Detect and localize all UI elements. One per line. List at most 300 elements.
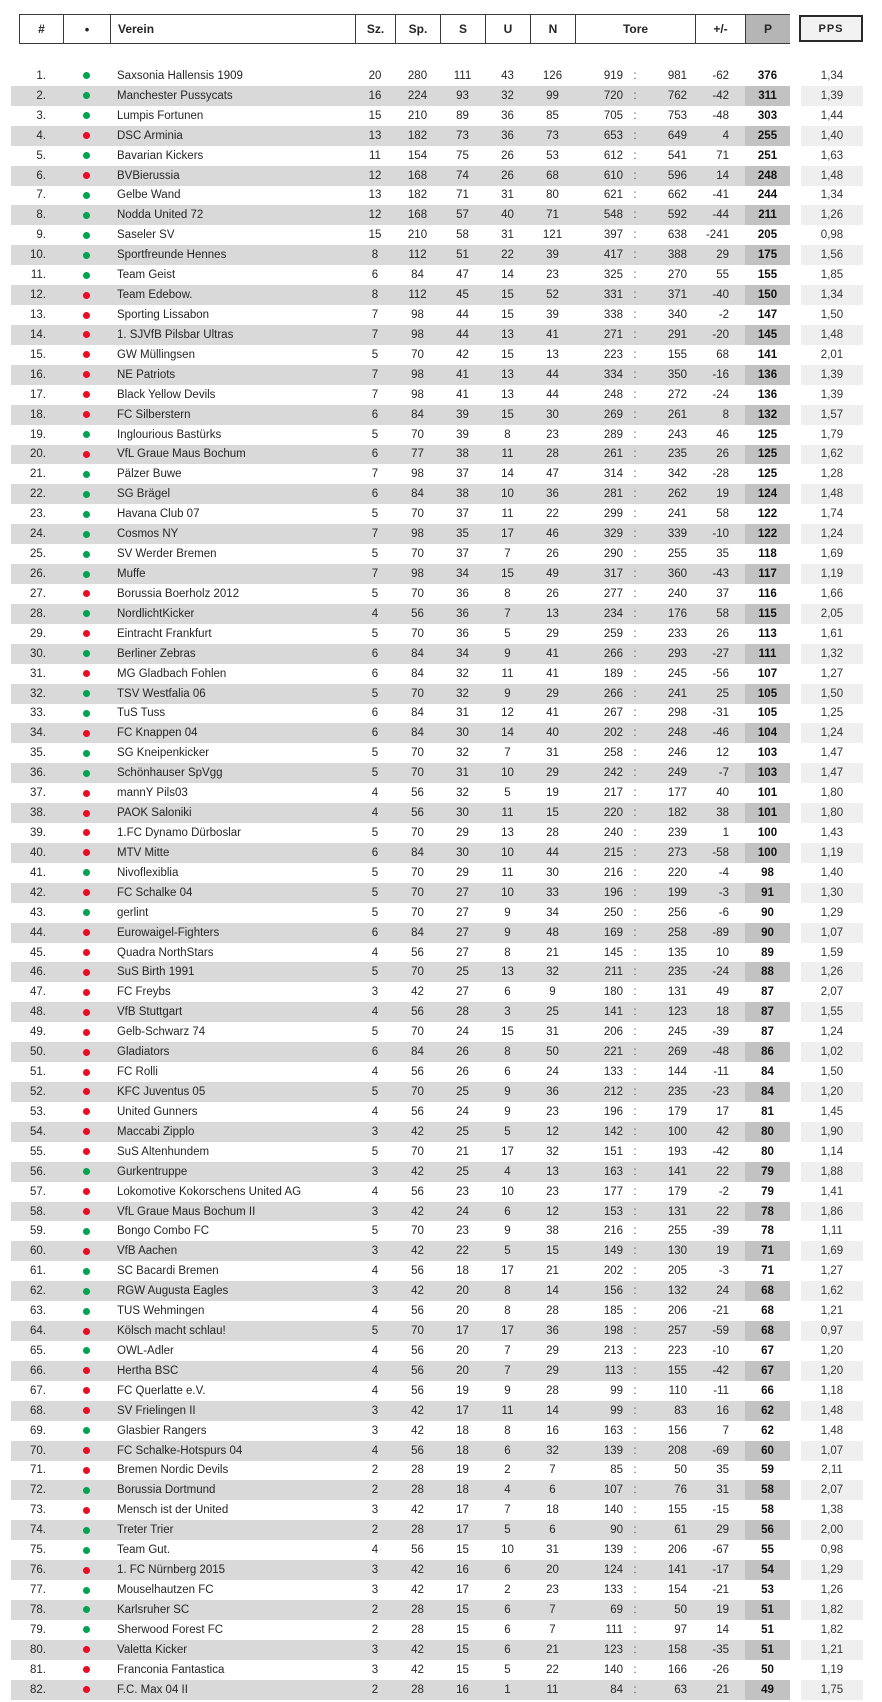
draws-cell: 13 — [501, 328, 514, 341]
club-name[interactable]: Saxsonia Hallensis 1909 — [117, 69, 243, 82]
club-name[interactable]: Saseler SV — [117, 229, 175, 242]
club-name[interactable]: Manchester Pussycats — [117, 89, 233, 102]
points-cell: 107 — [757, 667, 778, 680]
rank-cell: 74. — [30, 1524, 46, 1537]
pps-cell: 1,07 — [801, 1441, 863, 1461]
draws-cell: 32 — [501, 89, 514, 102]
pps-cell: 2,05 — [801, 604, 863, 624]
club-name[interactable]: Borussia Dortmund — [117, 1484, 216, 1497]
rank-cell: 20. — [30, 448, 46, 461]
green-status-dot-icon — [83, 1547, 90, 1554]
goals-separator: : — [633, 1265, 637, 1278]
club-name[interactable]: Lokomotive Kokorschens United AG — [117, 1185, 302, 1198]
club-name[interactable]: DSC Arminia — [117, 129, 183, 142]
points-cell: 51 — [745, 1600, 790, 1620]
club-name[interactable]: Schönhauser SpVgg — [117, 767, 223, 780]
points-cell: 60 — [745, 1441, 790, 1461]
green-status-dot-icon — [83, 92, 90, 99]
losses-cell: 34 — [546, 906, 559, 919]
table-row — [11, 803, 790, 823]
draws-cell: 4 — [504, 1165, 511, 1178]
goals-separator: : — [633, 348, 637, 361]
club-name[interactable]: Cosmos NY — [117, 528, 179, 541]
goals-separator: : — [633, 747, 637, 760]
club-name[interactable]: Hertha BSC — [117, 1364, 179, 1377]
goal-diff-cell: 16 — [716, 1404, 729, 1417]
red-status-dot-icon — [83, 1128, 90, 1135]
table-row — [11, 425, 790, 445]
club-name[interactable]: NE Patriots — [117, 368, 176, 381]
rank-cell: 21. — [30, 468, 46, 481]
goals-against-cell: 249 — [667, 767, 687, 780]
losses-cell: 41 — [546, 328, 559, 341]
goal-diff-cell: -67 — [712, 1544, 729, 1557]
goals-separator: : — [633, 1245, 637, 1258]
seasons-cell: 3 — [371, 986, 379, 999]
points-cell: 205 — [757, 229, 778, 242]
status-dot-cell — [63, 1381, 110, 1401]
rank-cell: 40. — [30, 846, 46, 859]
goals-against-cell: 262 — [667, 488, 687, 501]
club-name[interactable]: Borussia Boerholz 2012 — [117, 587, 240, 600]
draws-cell: 6 — [504, 1564, 511, 1577]
club-name[interactable]: F.C. Max 04 II — [117, 1683, 188, 1696]
club-name[interactable]: 1. SJVfB Pilsbar Ultras — [117, 328, 234, 341]
table-row — [11, 903, 790, 923]
losses-cell: 28 — [546, 826, 559, 839]
pps-cell: 1,48 — [801, 1401, 863, 1421]
wins-cell: 42 — [456, 348, 469, 361]
seasons-cell: 3 — [371, 1564, 379, 1577]
seasons-cell: 7 — [371, 528, 379, 541]
club-name[interactable]: Eintracht Frankfurt — [117, 627, 212, 640]
pps-cell: 1,75 — [801, 1680, 863, 1700]
club-name[interactable]: Karlsruher SC — [117, 1603, 190, 1616]
games-cell: 56 — [411, 787, 424, 800]
seasons-cell: 6 — [371, 647, 379, 660]
red-status-dot-icon — [83, 1148, 90, 1155]
club-name[interactable]: Havana Club 07 — [117, 508, 200, 521]
club-name[interactable]: Muffe — [117, 568, 146, 580]
games-cell: 42 — [411, 1564, 424, 1577]
rank-cell: 46. — [30, 966, 46, 979]
games-cell: 98 — [411, 388, 424, 401]
seasons-cell: 6 — [371, 846, 379, 859]
goals-against-cell: 97 — [674, 1623, 687, 1636]
goals-against-cell: 245 — [667, 1026, 687, 1039]
goal-diff-cell: -16 — [712, 368, 729, 381]
points-cell: 80 — [761, 1145, 774, 1158]
goals-against-cell: 155 — [667, 1504, 687, 1517]
club-name[interactable]: Gelbe Wand — [117, 189, 181, 202]
games-cell: 56 — [411, 1066, 424, 1079]
table-row — [11, 1560, 790, 1580]
club-name[interactable]: Gladiators — [117, 1046, 170, 1059]
seasons-cell: 4 — [371, 1105, 379, 1118]
rank-cell: 22. — [30, 488, 46, 501]
goals-against-cell: 155 — [667, 1364, 687, 1377]
goals-against-cell: 220 — [667, 866, 687, 879]
table-row — [11, 186, 790, 206]
club-name[interactable]: FC Knappen 04 — [117, 727, 198, 740]
rank-cell: 52. — [30, 1085, 46, 1098]
rank-cell: 3. — [36, 109, 46, 122]
pps-cell: 0,98 — [820, 1544, 844, 1557]
goals-separator: : — [633, 1584, 637, 1597]
pps-cell: 1,79 — [820, 428, 844, 441]
points-cell: 98 — [761, 866, 774, 879]
seasons-cell: 5 — [371, 1325, 379, 1338]
club-name[interactable]: SuS Altenhundem — [117, 1145, 210, 1158]
pps-cell: 1,80 — [801, 803, 863, 823]
points-cell: 141 — [757, 348, 778, 361]
club-name[interactable]: 1.FC Dynamo Dürboslar — [117, 826, 241, 839]
losses-cell: 39 — [546, 249, 559, 262]
status-dot-cell — [63, 1321, 110, 1341]
club-name[interactable]: OWL-Adler — [117, 1344, 174, 1357]
club-name[interactable]: Bavarian Kickers — [117, 149, 204, 162]
pps-cell: 1,43 — [820, 826, 844, 839]
goals-against-cell: 342 — [667, 468, 687, 481]
club-name[interactable]: Franconia Fantastica — [117, 1663, 225, 1676]
goals-for-cell: 149 — [603, 1245, 623, 1258]
goals-separator: : — [633, 508, 637, 521]
pps-cell: 1,66 — [820, 587, 844, 600]
games-cell: 70 — [411, 1225, 424, 1238]
games-cell: 56 — [411, 1544, 424, 1557]
wins-cell: 51 — [456, 249, 469, 262]
club-name[interactable]: FC Schalke 04 — [117, 886, 193, 899]
rank-cell: 41. — [30, 866, 46, 879]
status-dot-cell — [63, 982, 110, 1002]
rank-cell: 5. — [36, 149, 46, 162]
goals-against-cell: 350 — [667, 368, 687, 381]
club-name[interactable]: Bongo Combo FC — [117, 1225, 210, 1238]
losses-cell: 12 — [546, 1205, 559, 1218]
seasons-cell: 7 — [371, 568, 379, 580]
status-dot-cell — [63, 106, 110, 126]
goals-against-cell: 649 — [667, 129, 687, 142]
draws-cell: 12 — [501, 707, 514, 720]
club-name[interactable]: RGW Augusta Eagles — [117, 1285, 229, 1298]
pps-cell: 1,50 — [801, 684, 863, 704]
pps-cell: 2,00 — [801, 1520, 863, 1540]
games-cell: 84 — [411, 488, 424, 501]
wins-cell: 23 — [456, 1225, 469, 1238]
goals-separator: : — [633, 548, 637, 561]
club-name[interactable]: FC Rolli — [117, 1066, 158, 1079]
club-name[interactable]: Gelb-Schwarz 74 — [117, 1026, 206, 1039]
losses-cell: 39 — [546, 309, 559, 322]
goals-against-cell: 110 — [668, 1384, 687, 1397]
club-name[interactable]: SV Frielingen II — [117, 1404, 196, 1417]
club-name[interactable]: SG Kneipenkicker — [117, 747, 210, 760]
goals-against-cell: 273 — [667, 846, 687, 859]
club-name[interactable]: Bremen Nordic Devils — [117, 1464, 229, 1477]
club-name[interactable]: Inglourious Bastürks — [117, 428, 222, 441]
green-status-dot-icon — [83, 1626, 90, 1633]
rank-cell: 36. — [30, 767, 46, 780]
table-row — [11, 624, 790, 644]
green-status-dot-icon — [83, 1587, 90, 1594]
goals-for-cell: 133 — [603, 1584, 623, 1597]
goals-against-cell: 240 — [667, 587, 687, 600]
table-row — [11, 584, 790, 604]
wins-cell: 21 — [456, 1145, 469, 1158]
club-name[interactable]: Team Edebow. — [117, 289, 193, 302]
rank-cell: 56. — [30, 1165, 46, 1178]
goals-against-cell: 592 — [667, 209, 687, 222]
games-cell: 112 — [408, 289, 427, 302]
pps-cell: 1,48 — [820, 1424, 844, 1437]
games-cell: 42 — [411, 986, 424, 999]
club-name[interactable]: Black Yellow Devils — [117, 388, 216, 401]
goals-for-cell: 258 — [603, 747, 623, 760]
games-cell: 70 — [411, 687, 424, 700]
losses-cell: 26 — [546, 548, 559, 561]
games-cell: 70 — [411, 508, 424, 521]
losses-cell: 21 — [546, 1643, 559, 1656]
goals-against-cell: 270 — [667, 269, 687, 282]
losses-cell: 29 — [546, 767, 559, 780]
club-name[interactable]: 1. FC Nürnberg 2015 — [117, 1564, 226, 1577]
rank-cell: 2. — [36, 89, 46, 102]
pps-cell: 1,57 — [801, 405, 863, 425]
goal-diff-cell: -7 — [718, 767, 729, 780]
club-name[interactable]: Kölsch macht schlau! — [117, 1325, 226, 1338]
status-dot-cell — [63, 943, 110, 963]
club-name[interactable]: Lumpis Fortunen — [117, 109, 204, 122]
club-name[interactable]: NordlichtKicker — [117, 607, 195, 620]
club-name[interactable]: Eurowaigel-Fighters — [117, 926, 220, 939]
club-name[interactable]: Treter Trier — [117, 1524, 174, 1537]
games-cell: 210 — [407, 109, 428, 122]
goals-for-cell: 107 — [603, 1484, 623, 1497]
goals-separator: : — [633, 946, 637, 959]
goals-separator: : — [633, 1484, 637, 1497]
draws-cell: 26 — [501, 149, 514, 162]
draws-cell: 6 — [504, 1066, 511, 1079]
points-cell: 103 — [757, 747, 778, 760]
club-name[interactable]: Sporting Lissabon — [117, 309, 210, 322]
points-cell: 78 — [745, 1202, 790, 1222]
club-name[interactable]: Sherwood Forest FC — [117, 1623, 224, 1636]
status-dot-cell — [63, 1301, 110, 1321]
club-name[interactable]: SG Brägel — [117, 488, 171, 501]
table-row — [11, 1381, 790, 1401]
table-row — [11, 1202, 790, 1222]
club-name[interactable]: MG Gladbach Fohlen — [117, 667, 227, 680]
losses-cell: 7 — [549, 1464, 556, 1477]
club-name[interactable]: Gurkentruppe — [117, 1165, 188, 1178]
club-name[interactable]: FC Freybs — [117, 986, 171, 999]
games-cell: 56 — [411, 1265, 424, 1278]
table-row — [11, 305, 790, 325]
losses-cell: 53 — [546, 149, 559, 162]
club-name[interactable]: TSV Westfalia 06 — [117, 687, 206, 700]
club-name[interactable]: VfL Graue Maus Bochum — [117, 448, 246, 461]
points-cell: 115 — [745, 604, 790, 624]
table-row — [11, 464, 790, 484]
club-name[interactable]: VfL Graue Maus Bochum II — [117, 1205, 256, 1218]
draws-cell: 15 — [501, 568, 514, 580]
club-name[interactable]: Pälzer Buwe — [117, 468, 182, 481]
goals-for-cell: 99 — [610, 1404, 623, 1417]
pps-cell: 1,39 — [820, 388, 844, 401]
goals-for-cell: 139 — [603, 1544, 623, 1557]
club-name[interactable]: SC Bacardi Bremen — [117, 1265, 219, 1278]
goals-against-cell: 131 — [667, 986, 687, 999]
losses-cell: 44 — [546, 388, 559, 401]
losses-cell: 23 — [546, 1105, 559, 1118]
losses-cell: 44 — [546, 368, 559, 381]
losses-cell: 50 — [546, 1046, 559, 1059]
rank-cell: 58. — [30, 1205, 46, 1218]
goals-against-cell: 130 — [667, 1245, 687, 1258]
wins-cell: 31 — [456, 707, 469, 720]
goals-separator: : — [633, 587, 637, 600]
draws-cell: 26 — [501, 169, 514, 182]
club-name[interactable]: Berliner Zebras — [117, 647, 196, 660]
seasons-cell: 13 — [368, 189, 382, 202]
seasons-cell: 2 — [371, 1603, 379, 1616]
goals-against-cell: 50 — [674, 1603, 687, 1616]
pps-cell: 1,80 — [820, 787, 844, 800]
games-cell: 42 — [411, 1125, 424, 1138]
club-name[interactable]: SV Werder Bremen — [117, 548, 217, 561]
table-row — [11, 644, 790, 664]
status-dot-cell — [63, 1022, 110, 1042]
draws-cell: 7 — [504, 548, 511, 561]
losses-cell: 38 — [546, 1225, 559, 1238]
club-name[interactable]: Glasbier Rangers — [117, 1424, 207, 1437]
wins-cell: 45 — [456, 289, 469, 302]
header-draws: U — [486, 15, 531, 43]
green-status-dot-icon — [83, 152, 90, 159]
club-name[interactable]: TuS Tuss — [117, 707, 166, 720]
goals-against-cell: 248 — [667, 727, 687, 740]
losses-cell: 126 — [542, 69, 563, 82]
rank-cell: 44. — [30, 926, 46, 939]
goals-against-cell: 241 — [667, 508, 687, 521]
games-cell: 77 — [411, 448, 424, 461]
status-dot-cell — [63, 863, 110, 883]
wins-cell: 36 — [456, 607, 469, 620]
seasons-cell: 3 — [371, 1285, 379, 1298]
club-name[interactable]: Mensch ist der United — [117, 1504, 229, 1517]
pps-column — [801, 66, 863, 1700]
rank-cell: 62. — [30, 1285, 46, 1298]
goals-against-cell: 293 — [667, 647, 687, 660]
goals-separator: : — [633, 1504, 637, 1517]
goals-against-cell: 135 — [667, 946, 687, 959]
games-cell: 182 — [407, 129, 428, 142]
club-name[interactable]: Sportfreunde Hennes — [117, 249, 227, 262]
green-status-dot-icon — [83, 1288, 90, 1295]
draws-cell: 9 — [504, 687, 511, 700]
table-row — [11, 843, 790, 863]
club-name[interactable]: BVBierussia — [117, 169, 180, 182]
table-row — [11, 1182, 790, 1202]
games-cell: 84 — [411, 926, 424, 939]
seasons-cell: 12 — [368, 169, 382, 182]
club-name[interactable]: Maccabi Zipplo — [117, 1125, 195, 1138]
status-dot-cell — [63, 823, 110, 843]
losses-cell: 13 — [546, 348, 559, 361]
club-name[interactable]: United Gunners — [117, 1105, 198, 1118]
losses-cell: 12 — [546, 1125, 559, 1138]
pps-cell: 1,34 — [820, 69, 844, 82]
rank-cell: 4. — [36, 129, 46, 142]
red-status-dot-icon — [83, 1208, 90, 1215]
club-name[interactable]: MTV Mitte — [117, 846, 170, 859]
goals-separator: : — [633, 906, 637, 919]
points-cell: 147 — [757, 309, 778, 322]
status-dot-cell — [63, 385, 110, 405]
points-cell: 117 — [745, 564, 790, 584]
club-name[interactable]: PAOK Saloniki — [117, 807, 192, 820]
club-name[interactable]: mannY Pils03 — [117, 787, 188, 800]
club-name[interactable]: Mouselhautzen FC — [117, 1584, 214, 1597]
club-name[interactable]: Nodda United 72 — [117, 209, 204, 222]
club-name[interactable]: Quadra NorthStars — [117, 946, 214, 959]
goals-separator: : — [633, 368, 637, 381]
seasons-cell: 11 — [369, 149, 381, 162]
losses-cell: 19 — [546, 787, 559, 800]
goals-separator: : — [633, 767, 637, 780]
club-name[interactable]: FC Schalke-Hotspurs 04 — [117, 1444, 243, 1457]
goals-against-cell: 235 — [667, 966, 687, 979]
pps-cell: 1,69 — [801, 1241, 863, 1261]
club-name[interactable]: Team Gut. — [117, 1544, 171, 1557]
status-dot-cell — [63, 883, 110, 903]
seasons-cell: 5 — [371, 1085, 379, 1098]
rank-cell: 69. — [30, 1424, 46, 1437]
club-name[interactable]: gerlint — [117, 906, 149, 919]
status-dot-cell — [63, 1162, 110, 1182]
rank-cell: 54. — [30, 1125, 46, 1138]
draws-cell: 4 — [504, 1484, 511, 1497]
club-name[interactable]: TUS Wehmingen — [117, 1305, 205, 1318]
club-name[interactable]: VfB Stuttgart — [117, 1006, 183, 1019]
club-name[interactable]: SuS Birth 1991 — [117, 966, 195, 979]
losses-cell: 32 — [546, 1444, 559, 1457]
goals-separator: : — [633, 169, 637, 182]
goals-for-cell: 196 — [603, 886, 623, 899]
club-name[interactable]: FC Querlatte e.V. — [117, 1384, 206, 1397]
points-cell: 124 — [745, 484, 790, 504]
club-name[interactable]: Team Geist — [117, 269, 176, 282]
club-name[interactable]: FC Silberstern — [117, 408, 191, 421]
club-name[interactable]: Valetta Kicker — [117, 1643, 188, 1656]
club-name[interactable]: GW Müllingsen — [117, 348, 195, 361]
goals-for-cell: 334 — [603, 368, 623, 381]
red-status-dot-icon — [83, 351, 90, 358]
club-name[interactable]: VfB Aachen — [117, 1245, 178, 1258]
table-row — [11, 285, 790, 305]
seasons-cell: 2 — [371, 1623, 379, 1636]
wins-cell: 30 — [456, 807, 469, 820]
goals-for-cell: 267 — [603, 707, 623, 720]
green-status-dot-icon — [83, 770, 90, 777]
club-name[interactable]: Nivoflexiblia — [117, 866, 179, 879]
goals-separator: : — [633, 269, 637, 282]
pps-cell: 1,07 — [801, 923, 863, 943]
losses-cell: 13 — [546, 607, 559, 620]
status-dot-cell — [63, 1620, 110, 1640]
club-name[interactable]: KFC Juventus 05 — [117, 1085, 206, 1098]
goals-separator: : — [633, 568, 637, 580]
